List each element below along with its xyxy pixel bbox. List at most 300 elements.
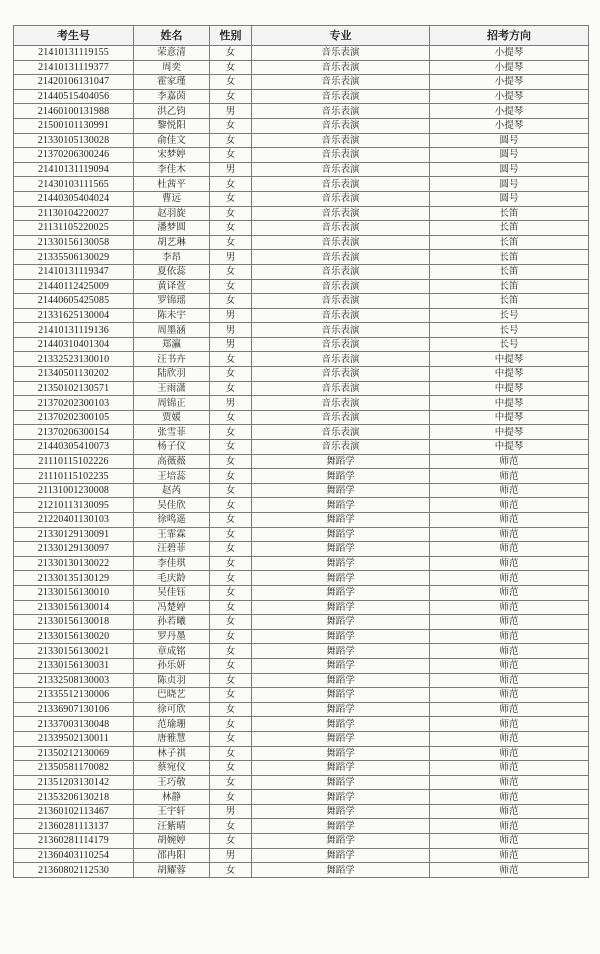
cell-major: 舞蹈学 bbox=[252, 761, 430, 776]
cell-name: 周墨涵 bbox=[134, 323, 210, 338]
cell-name: 罗锦瑶 bbox=[134, 294, 210, 309]
cell-gender: 女 bbox=[210, 46, 252, 61]
cell-exam-number: 21410131119094 bbox=[14, 162, 134, 177]
table-row bbox=[14, 469, 589, 484]
cell-exam-number: 21131001230008 bbox=[14, 483, 134, 498]
table-row bbox=[14, 352, 589, 367]
cell-gender: 女 bbox=[210, 454, 252, 469]
cell-major: 舞蹈学 bbox=[252, 717, 430, 732]
cell-exam-number: 21110115102235 bbox=[14, 469, 134, 484]
cell-name: 郑瀛 bbox=[134, 337, 210, 352]
cell-direction: 小提琴 bbox=[430, 104, 589, 119]
cell-direction: 师范 bbox=[430, 454, 589, 469]
cell-major: 音乐表演 bbox=[252, 425, 430, 440]
table-row bbox=[14, 294, 589, 309]
cell-exam-number: 21360403110254 bbox=[14, 848, 134, 863]
cell-name: 毛庆龄 bbox=[134, 571, 210, 586]
cell-direction: 师范 bbox=[430, 498, 589, 513]
cell-name: 洪乙钧 bbox=[134, 104, 210, 119]
cell-major: 舞蹈学 bbox=[252, 673, 430, 688]
cell-direction: 长笛 bbox=[430, 206, 589, 221]
cell-name: 赵芮 bbox=[134, 483, 210, 498]
cell-name: 李佳琪 bbox=[134, 556, 210, 571]
cell-exam-number: 21440305404024 bbox=[14, 191, 134, 206]
cell-gender: 女 bbox=[210, 133, 252, 148]
cell-major: 舞蹈学 bbox=[252, 571, 430, 586]
cell-exam-number: 21330156130014 bbox=[14, 600, 134, 615]
cell-exam-number: 21337003130048 bbox=[14, 717, 134, 732]
table-row bbox=[14, 337, 589, 352]
cell-exam-number: 21500101130991 bbox=[14, 118, 134, 133]
cell-major: 音乐表演 bbox=[252, 148, 430, 163]
table-row bbox=[14, 600, 589, 615]
table-row bbox=[14, 629, 589, 644]
cell-direction: 长号 bbox=[430, 337, 589, 352]
cell-exam-number: 21370206300154 bbox=[14, 425, 134, 440]
cell-major: 舞蹈学 bbox=[252, 542, 430, 557]
cell-gender: 女 bbox=[210, 264, 252, 279]
cell-name: 汪碧菲 bbox=[134, 542, 210, 557]
cell-major: 音乐表演 bbox=[252, 89, 430, 104]
cell-exam-number: 21332523130010 bbox=[14, 352, 134, 367]
cell-direction: 师范 bbox=[430, 615, 589, 630]
cell-direction: 中提琴 bbox=[430, 352, 589, 367]
cell-direction: 师范 bbox=[430, 600, 589, 615]
table-row bbox=[14, 177, 589, 192]
table-row bbox=[14, 191, 589, 206]
cell-major: 音乐表演 bbox=[252, 381, 430, 396]
cell-exam-number: 21410131119155 bbox=[14, 46, 134, 61]
cell-gender: 男 bbox=[210, 162, 252, 177]
cell-gender: 女 bbox=[210, 440, 252, 455]
cell-name: 周锦正 bbox=[134, 396, 210, 411]
cell-major: 舞蹈学 bbox=[252, 834, 430, 849]
cell-direction: 圆号 bbox=[430, 148, 589, 163]
cell-gender: 女 bbox=[210, 425, 252, 440]
cell-gender: 女 bbox=[210, 731, 252, 746]
cell-gender: 女 bbox=[210, 527, 252, 542]
cell-gender: 女 bbox=[210, 775, 252, 790]
table-row bbox=[14, 118, 589, 133]
cell-exam-number: 21440112425009 bbox=[14, 279, 134, 294]
cell-name: 霍家瑾 bbox=[134, 75, 210, 90]
cell-gender: 女 bbox=[210, 571, 252, 586]
cell-major: 音乐表演 bbox=[252, 279, 430, 294]
cell-gender: 女 bbox=[210, 191, 252, 206]
table-row bbox=[14, 440, 589, 455]
cell-direction: 小提琴 bbox=[430, 89, 589, 104]
cell-direction: 师范 bbox=[430, 673, 589, 688]
table-row bbox=[14, 644, 589, 659]
cell-name: 胡艺琳 bbox=[134, 235, 210, 250]
cell-name: 徐可欣 bbox=[134, 702, 210, 717]
cell-major: 音乐表演 bbox=[252, 177, 430, 192]
cell-name: 陆欣羽 bbox=[134, 367, 210, 382]
cell-name: 唐雅慧 bbox=[134, 731, 210, 746]
cell-gender: 女 bbox=[210, 469, 252, 484]
cell-direction: 长笛 bbox=[430, 221, 589, 236]
cell-exam-number: 21353206130218 bbox=[14, 790, 134, 805]
table-row bbox=[14, 848, 589, 863]
cell-direction: 中提琴 bbox=[430, 410, 589, 425]
cell-gender: 女 bbox=[210, 761, 252, 776]
cell-major: 音乐表演 bbox=[252, 191, 430, 206]
cell-exam-number: 21330105130028 bbox=[14, 133, 134, 148]
cell-major: 音乐表演 bbox=[252, 294, 430, 309]
cell-name: 王宇轩 bbox=[134, 804, 210, 819]
cell-gender: 女 bbox=[210, 221, 252, 236]
table-row bbox=[14, 658, 589, 673]
table-row bbox=[14, 498, 589, 513]
cell-name: 胡耀蓉 bbox=[134, 863, 210, 878]
cell-name: 陈贞羽 bbox=[134, 673, 210, 688]
cell-exam-number: 21330156130018 bbox=[14, 615, 134, 630]
cell-exam-number: 21350212130069 bbox=[14, 746, 134, 761]
cell-name: 王雨潇 bbox=[134, 381, 210, 396]
cell-name: 夏依蕊 bbox=[134, 264, 210, 279]
cell-gender: 女 bbox=[210, 834, 252, 849]
cell-direction: 师范 bbox=[430, 731, 589, 746]
cell-name: 黄译萱 bbox=[134, 279, 210, 294]
cell-name: 李嘉茵 bbox=[134, 89, 210, 104]
cell-major: 舞蹈学 bbox=[252, 513, 430, 528]
cell-name: 徐鸣遥 bbox=[134, 513, 210, 528]
cell-gender: 女 bbox=[210, 615, 252, 630]
cell-exam-number: 21410131119347 bbox=[14, 264, 134, 279]
table-row bbox=[14, 761, 589, 776]
cell-major: 舞蹈学 bbox=[252, 483, 430, 498]
cell-major: 舞蹈学 bbox=[252, 863, 430, 878]
table-header-row bbox=[14, 26, 589, 46]
header-direction: 招考方向 bbox=[430, 26, 589, 46]
table-row bbox=[14, 731, 589, 746]
table-row bbox=[14, 264, 589, 279]
cell-exam-number: 21330156130058 bbox=[14, 235, 134, 250]
cell-direction: 师范 bbox=[430, 790, 589, 805]
cell-gender: 男 bbox=[210, 104, 252, 119]
cell-name: 汪书卉 bbox=[134, 352, 210, 367]
cell-major: 音乐表演 bbox=[252, 440, 430, 455]
table-row bbox=[14, 104, 589, 119]
cell-exam-number: 21440310401304 bbox=[14, 337, 134, 352]
table-row bbox=[14, 308, 589, 323]
cell-major: 音乐表演 bbox=[252, 367, 430, 382]
cell-major: 舞蹈学 bbox=[252, 702, 430, 717]
cell-exam-number: 21430103111565 bbox=[14, 177, 134, 192]
cell-direction: 小提琴 bbox=[430, 118, 589, 133]
cell-name: 俞佳文 bbox=[134, 133, 210, 148]
cell-direction: 中提琴 bbox=[430, 440, 589, 455]
cell-name: 汪紫晴 bbox=[134, 819, 210, 834]
header-exam-number: 考生号 bbox=[14, 26, 134, 46]
cell-direction: 中提琴 bbox=[430, 396, 589, 411]
cell-direction: 长笛 bbox=[430, 279, 589, 294]
cell-gender: 男 bbox=[210, 848, 252, 863]
cell-direction: 小提琴 bbox=[430, 46, 589, 61]
cell-exam-number: 21410131119136 bbox=[14, 323, 134, 338]
cell-major: 舞蹈学 bbox=[252, 731, 430, 746]
cell-name: 林静 bbox=[134, 790, 210, 805]
cell-exam-number: 21360281113137 bbox=[14, 819, 134, 834]
cell-exam-number: 21340501130202 bbox=[14, 367, 134, 382]
cell-major: 舞蹈学 bbox=[252, 819, 430, 834]
cell-exam-number: 21440515404056 bbox=[14, 89, 134, 104]
table-row bbox=[14, 250, 589, 265]
cell-major: 舞蹈学 bbox=[252, 556, 430, 571]
cell-exam-number: 21440305410073 bbox=[14, 440, 134, 455]
cell-direction: 师范 bbox=[430, 848, 589, 863]
cell-gender: 女 bbox=[210, 819, 252, 834]
cell-major: 舞蹈学 bbox=[252, 585, 430, 600]
cell-gender: 女 bbox=[210, 148, 252, 163]
cell-direction: 师范 bbox=[430, 513, 589, 528]
cell-exam-number: 21350102130571 bbox=[14, 381, 134, 396]
table-row bbox=[14, 513, 589, 528]
table-row bbox=[14, 688, 589, 703]
cell-major: 音乐表演 bbox=[252, 337, 430, 352]
cell-gender: 女 bbox=[210, 118, 252, 133]
cell-direction: 长号 bbox=[430, 323, 589, 338]
cell-gender: 女 bbox=[210, 746, 252, 761]
cell-direction: 中提琴 bbox=[430, 425, 589, 440]
cell-gender: 男 bbox=[210, 323, 252, 338]
cell-exam-number: 21330156130020 bbox=[14, 629, 134, 644]
cell-exam-number: 21330156130010 bbox=[14, 585, 134, 600]
cell-exam-number: 21410131119377 bbox=[14, 60, 134, 75]
cell-name: 张雪菲 bbox=[134, 425, 210, 440]
header-name: 姓名 bbox=[134, 26, 210, 46]
cell-major: 音乐表演 bbox=[252, 264, 430, 279]
cell-direction: 师范 bbox=[430, 556, 589, 571]
cell-exam-number: 21370202300103 bbox=[14, 396, 134, 411]
cell-name: 荣意清 bbox=[134, 46, 210, 61]
cell-direction: 圆号 bbox=[430, 191, 589, 206]
cell-major: 音乐表演 bbox=[252, 250, 430, 265]
cell-major: 音乐表演 bbox=[252, 133, 430, 148]
table-row bbox=[14, 396, 589, 411]
cell-direction: 小提琴 bbox=[430, 60, 589, 75]
cell-direction: 长笛 bbox=[430, 235, 589, 250]
table-row bbox=[14, 863, 589, 878]
cell-major: 音乐表演 bbox=[252, 352, 430, 367]
cell-exam-number: 21350581170082 bbox=[14, 761, 134, 776]
cell-name: 冯楚婷 bbox=[134, 600, 210, 615]
cell-exam-number: 21335506130029 bbox=[14, 250, 134, 265]
cell-major: 舞蹈学 bbox=[252, 688, 430, 703]
table-row bbox=[14, 454, 589, 469]
cell-major: 舞蹈学 bbox=[252, 644, 430, 659]
cell-exam-number: 21330156130021 bbox=[14, 644, 134, 659]
cell-direction: 师范 bbox=[430, 571, 589, 586]
cell-name: 高薇薇 bbox=[134, 454, 210, 469]
cell-exam-number: 21330156130031 bbox=[14, 658, 134, 673]
cell-exam-number: 21420106131047 bbox=[14, 75, 134, 90]
table-row bbox=[14, 717, 589, 732]
cell-direction: 师范 bbox=[430, 746, 589, 761]
table-row bbox=[14, 746, 589, 761]
cell-gender: 女 bbox=[210, 688, 252, 703]
table-row bbox=[14, 279, 589, 294]
cell-exam-number: 21370202300105 bbox=[14, 410, 134, 425]
cell-major: 音乐表演 bbox=[252, 75, 430, 90]
cell-gender: 女 bbox=[210, 89, 252, 104]
cell-direction: 长笛 bbox=[430, 250, 589, 265]
cell-exam-number: 21332508130003 bbox=[14, 673, 134, 688]
cell-major: 音乐表演 bbox=[252, 410, 430, 425]
cell-direction: 长笛 bbox=[430, 264, 589, 279]
cell-direction: 师范 bbox=[430, 761, 589, 776]
table-row bbox=[14, 323, 589, 338]
cell-name: 曹远 bbox=[134, 191, 210, 206]
cell-exam-number: 21336907130106 bbox=[14, 702, 134, 717]
cell-direction: 圆号 bbox=[430, 162, 589, 177]
cell-name: 周奕 bbox=[134, 60, 210, 75]
table-row bbox=[14, 673, 589, 688]
cell-name: 杜茜平 bbox=[134, 177, 210, 192]
table-row bbox=[14, 556, 589, 571]
cell-exam-number: 21460100131988 bbox=[14, 104, 134, 119]
cell-name: 林子祺 bbox=[134, 746, 210, 761]
table-row bbox=[14, 206, 589, 221]
cell-gender: 女 bbox=[210, 294, 252, 309]
cell-name: 杨子仪 bbox=[134, 440, 210, 455]
table-row bbox=[14, 410, 589, 425]
cell-major: 音乐表演 bbox=[252, 60, 430, 75]
cell-major: 舞蹈学 bbox=[252, 658, 430, 673]
table-row bbox=[14, 542, 589, 557]
cell-gender: 女 bbox=[210, 542, 252, 557]
cell-major: 音乐表演 bbox=[252, 46, 430, 61]
cell-exam-number: 21130104220027 bbox=[14, 206, 134, 221]
cell-gender: 女 bbox=[210, 206, 252, 221]
cell-direction: 中提琴 bbox=[430, 381, 589, 396]
cell-exam-number: 21440605425085 bbox=[14, 294, 134, 309]
cell-name: 王巧敬 bbox=[134, 775, 210, 790]
cell-gender: 女 bbox=[210, 498, 252, 513]
cell-name: 吴佳钰 bbox=[134, 585, 210, 600]
cell-direction: 师范 bbox=[430, 585, 589, 600]
table-row bbox=[14, 702, 589, 717]
cell-major: 音乐表演 bbox=[252, 235, 430, 250]
cell-major: 舞蹈学 bbox=[252, 615, 430, 630]
cell-direction: 圆号 bbox=[430, 177, 589, 192]
cell-major: 舞蹈学 bbox=[252, 790, 430, 805]
cell-gender: 女 bbox=[210, 863, 252, 878]
table-row bbox=[14, 615, 589, 630]
cell-gender: 女 bbox=[210, 410, 252, 425]
cell-gender: 女 bbox=[210, 790, 252, 805]
cell-direction: 师范 bbox=[430, 804, 589, 819]
cell-exam-number: 21331625130004 bbox=[14, 308, 134, 323]
cell-gender: 男 bbox=[210, 250, 252, 265]
cell-name: 吴佳欣 bbox=[134, 498, 210, 513]
cell-direction: 中提琴 bbox=[430, 367, 589, 382]
cell-name: 胡婉婷 bbox=[134, 834, 210, 849]
cell-major: 音乐表演 bbox=[252, 308, 430, 323]
cell-major: 音乐表演 bbox=[252, 104, 430, 119]
cell-major: 音乐表演 bbox=[252, 323, 430, 338]
cell-major: 舞蹈学 bbox=[252, 629, 430, 644]
cell-name: 宋梦婷 bbox=[134, 148, 210, 163]
table-row bbox=[14, 425, 589, 440]
cell-major: 音乐表演 bbox=[252, 118, 430, 133]
table-row bbox=[14, 804, 589, 819]
cell-exam-number: 21210113130095 bbox=[14, 498, 134, 513]
cell-major: 舞蹈学 bbox=[252, 527, 430, 542]
cell-name: 邵冉阳 bbox=[134, 848, 210, 863]
cell-major: 音乐表演 bbox=[252, 396, 430, 411]
cell-major: 舞蹈学 bbox=[252, 804, 430, 819]
cell-gender: 女 bbox=[210, 585, 252, 600]
cell-major: 舞蹈学 bbox=[252, 775, 430, 790]
table-row bbox=[14, 571, 589, 586]
table-row bbox=[14, 235, 589, 250]
cell-name: 贾媛 bbox=[134, 410, 210, 425]
cell-gender: 男 bbox=[210, 396, 252, 411]
cell-exam-number: 21360281114179 bbox=[14, 834, 134, 849]
cell-direction: 师范 bbox=[430, 658, 589, 673]
cell-name: 范瑜珊 bbox=[134, 717, 210, 732]
cell-direction: 长笛 bbox=[430, 294, 589, 309]
cell-gender: 女 bbox=[210, 513, 252, 528]
cell-direction: 师范 bbox=[430, 702, 589, 717]
table-row bbox=[14, 89, 589, 104]
cell-gender: 女 bbox=[210, 644, 252, 659]
cell-name: 章成铭 bbox=[134, 644, 210, 659]
cell-name: 赵羽旋 bbox=[134, 206, 210, 221]
cell-name: 黎悦阳 bbox=[134, 118, 210, 133]
cell-gender: 男 bbox=[210, 308, 252, 323]
cell-major: 音乐表演 bbox=[252, 206, 430, 221]
cell-exam-number: 21110115102226 bbox=[14, 454, 134, 469]
cell-gender: 女 bbox=[210, 717, 252, 732]
cell-direction: 长号 bbox=[430, 308, 589, 323]
cell-major: 舞蹈学 bbox=[252, 600, 430, 615]
cell-exam-number: 21131105220025 bbox=[14, 221, 134, 236]
table-row bbox=[14, 381, 589, 396]
cell-gender: 女 bbox=[210, 673, 252, 688]
cell-name: 李佳木 bbox=[134, 162, 210, 177]
cell-direction: 师范 bbox=[430, 542, 589, 557]
cell-name: 罗丹墨 bbox=[134, 629, 210, 644]
cell-major: 舞蹈学 bbox=[252, 469, 430, 484]
table-row bbox=[14, 162, 589, 177]
table-row bbox=[14, 46, 589, 61]
cell-exam-number: 21220401130103 bbox=[14, 513, 134, 528]
cell-gender: 女 bbox=[210, 279, 252, 294]
cell-direction: 圆号 bbox=[430, 133, 589, 148]
cell-exam-number: 21335512130006 bbox=[14, 688, 134, 703]
cell-gender: 女 bbox=[210, 352, 252, 367]
cell-name: 巴晓艺 bbox=[134, 688, 210, 703]
table-row bbox=[14, 60, 589, 75]
cell-name: 孙若曦 bbox=[134, 615, 210, 630]
cell-direction: 师范 bbox=[430, 527, 589, 542]
cell-exam-number: 21339502130011 bbox=[14, 731, 134, 746]
cell-exam-number: 21330135130129 bbox=[14, 571, 134, 586]
cell-gender: 女 bbox=[210, 235, 252, 250]
table-row bbox=[14, 775, 589, 790]
cell-direction: 师范 bbox=[430, 469, 589, 484]
cell-gender: 女 bbox=[210, 600, 252, 615]
cell-major: 舞蹈学 bbox=[252, 498, 430, 513]
cell-name: 孙乐妍 bbox=[134, 658, 210, 673]
cell-gender: 女 bbox=[210, 60, 252, 75]
cell-direction: 师范 bbox=[430, 819, 589, 834]
cell-exam-number: 21330129130097 bbox=[14, 542, 134, 557]
cell-major: 音乐表演 bbox=[252, 162, 430, 177]
cell-gender: 男 bbox=[210, 337, 252, 352]
